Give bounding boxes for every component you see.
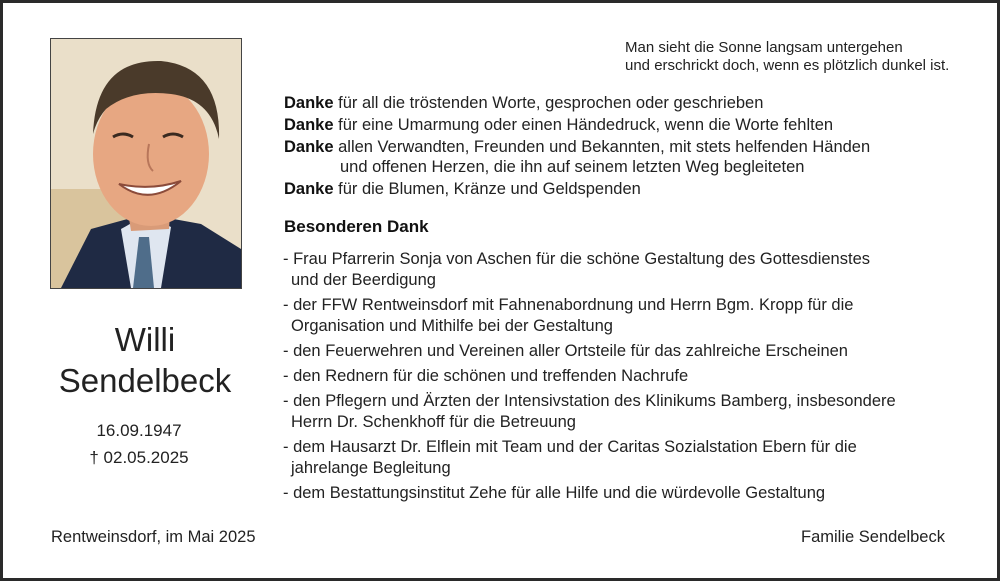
item-line-continuation: Organisation und Mithilfe bei der Gestaltung: [291, 317, 613, 335]
item-line: - Frau Pfarrerin Sonja von Aschen für die schöne Gestaltung des Gottesdienstes: [283, 250, 870, 268]
motto-line: Man sieht die Sonne langsam untergehen: [625, 39, 903, 56]
thanks-keyword: Danke: [284, 94, 334, 112]
thanks-item: [284, 179, 870, 199]
special-thanks-list: [283, 249, 896, 508]
special-thanks-item: [283, 295, 896, 337]
thanks-text: für eine Umarmung oder einen Händedruck, wenn die Worte fehlten: [333, 116, 834, 134]
thanks-item: [284, 115, 870, 135]
item-line: - den Rednern für die schönen und treffenden Nachrufe: [283, 367, 689, 385]
special-thanks-item: [283, 391, 896, 433]
thanks-text: allen Verwandten, Freunden und Bekannten, mit stets helfenden Händen: [333, 138, 871, 156]
portrait-photo: [50, 38, 242, 289]
thanks-text: für die Blumen, Kränze und Geldspenden: [333, 180, 641, 198]
death-date: † 02.05.2025: [89, 448, 189, 467]
thanks-list: [284, 93, 870, 201]
deceased-first-name: Willi: [114, 321, 176, 358]
thanks-keyword: Danke: [284, 138, 334, 156]
thanks-text-continuation: und offenen Herzen, die ihn auf seinem letzten Weg begleiteten: [340, 158, 805, 176]
special-thanks-item: [283, 249, 896, 291]
item-line-continuation: und der Beerdigung: [291, 271, 436, 289]
special-thanks-item: [283, 341, 896, 362]
special-thanks-heading: Besonderen Dank: [284, 217, 429, 236]
special-thanks-item: [283, 483, 896, 504]
item-line: - den Pflegern und Ärzten der Intensivstation des Klinikums Bamberg, insbesondere: [283, 392, 896, 410]
item-line: - der FFW Rentweinsdorf mit Fahnenabordnung und Herrn Bgm. Kropp für die: [283, 296, 854, 314]
item-line: - dem Hausarzt Dr. Elflein mit Team und der Caritas Sozialstation Ebern für die: [283, 438, 857, 456]
deceased-last-name: Sendelbeck: [58, 362, 232, 399]
place-and-date: Rentweinsdorf, im Mai 2025: [51, 528, 256, 546]
special-thanks-item: [283, 437, 896, 479]
motto-line: und erschrickt doch, wenn es plötzlich dunkel ist.: [625, 57, 950, 74]
thanks-keyword: Danke: [284, 180, 334, 198]
thanks-item: [284, 137, 870, 177]
special-thanks-item: [283, 366, 896, 387]
thanks-text: für all die tröstenden Worte, gesprochen oder geschrieben: [333, 94, 764, 112]
item-line: - dem Bestattungsinstitut Zehe für alle Hilfe und die würdevolle Gestaltung: [283, 484, 826, 502]
thanks-keyword: Danke: [284, 116, 334, 134]
birth-date: 16.09.1947: [96, 421, 182, 440]
thanks-item: [284, 93, 870, 113]
item-line-continuation: jahrelange Begleitung: [291, 459, 451, 477]
motto-quote: [625, 39, 949, 75]
item-line: - den Feuerwehren und Vereinen aller Ortsteile für das zahlreiche Erscheinen: [283, 342, 848, 360]
family-signature: Familie Sendelbeck: [801, 528, 945, 546]
item-line-continuation: Herrn Dr. Schenkhoff für die Betreuung: [291, 413, 576, 431]
